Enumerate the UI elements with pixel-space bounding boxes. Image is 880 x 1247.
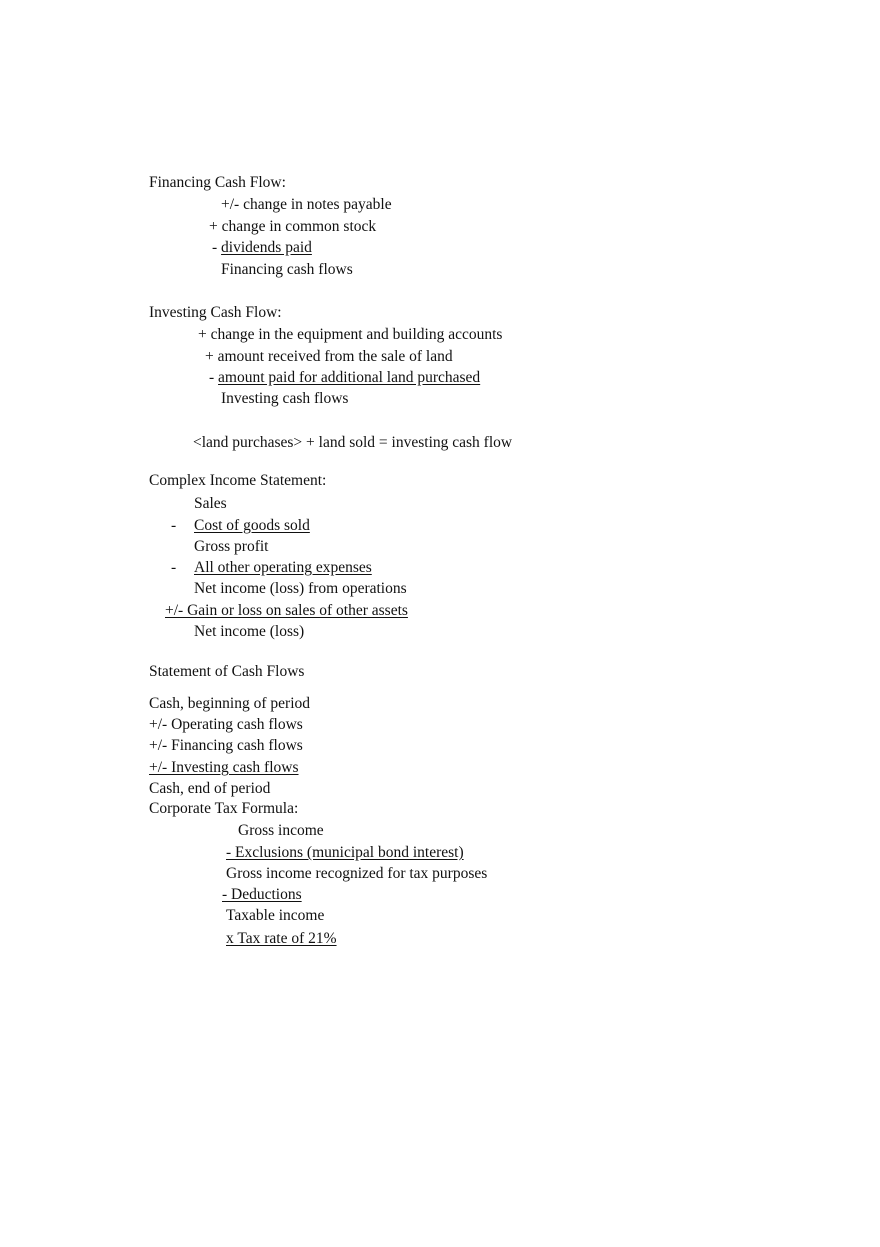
cashflows-ending: Cash, end of period (149, 780, 271, 797)
cashflows-beginning: Cash, beginning of period (149, 695, 311, 712)
tax-deductions: - Deductions (222, 886, 302, 903)
income-gross-profit: Gross profit (194, 538, 269, 555)
financing-line-common-stock: + change in common stock (209, 218, 377, 235)
investing-line-land-purchase (209, 369, 480, 387)
financing-line-dividends-prefix: - (212, 239, 222, 256)
income-title: Complex Income Statement: (149, 472, 327, 489)
investing-line-equipment: + change in the equipment and building accounts (198, 326, 503, 343)
investing-line-total: Investing cash flows (221, 390, 349, 407)
income-net: Net income (loss) (194, 623, 305, 640)
financing-line-dividends-text: dividends paid (221, 239, 312, 256)
tax-gross-recognized: Gross income recognized for tax purposes (226, 865, 488, 882)
tax-rate: x Tax rate of 21% (226, 930, 337, 947)
investing-title: Investing Cash Flow: (149, 304, 282, 321)
investing-line-land-purchase-text: amount paid for additional land purchased (218, 369, 481, 386)
cashflows-operating: +/- Operating cash flows (149, 716, 303, 733)
investing-formula: <land purchases> + land sold = investing cash flow (193, 434, 513, 451)
financing-line-notes-payable: +/- change in notes payable (221, 196, 392, 213)
tax-title: Corporate Tax Formula: (149, 800, 299, 817)
cashflows-title: Statement of Cash Flows (149, 663, 305, 680)
income-minus-2: - (171, 559, 177, 576)
financing-line-dividends (212, 239, 312, 257)
income-net-operations: Net income (loss) from operations (194, 580, 407, 597)
tax-taxable-income: Taxable income (226, 907, 325, 924)
income-gain-loss: +/- Gain or loss on sales of other assets (165, 602, 408, 619)
tax-gross-income: Gross income (238, 822, 324, 839)
investing-line-land-purchase-prefix: - (209, 369, 219, 386)
income-minus-1: - (171, 517, 177, 534)
cashflows-financing: +/- Financing cash flows (149, 737, 303, 754)
income-cogs: Cost of goods sold (194, 517, 310, 534)
financing-line-total: Financing cash flows (221, 261, 353, 278)
cashflows-investing: +/- Investing cash flows (149, 759, 299, 776)
investing-line-land-sale: + amount received from the sale of land (205, 348, 453, 365)
financing-title: Financing Cash Flow: (149, 174, 286, 191)
income-sales: Sales (194, 495, 227, 512)
income-operating-expenses: All other operating expenses (194, 559, 372, 576)
tax-exclusions: - Exclusions (municipal bond interest) (226, 844, 464, 861)
